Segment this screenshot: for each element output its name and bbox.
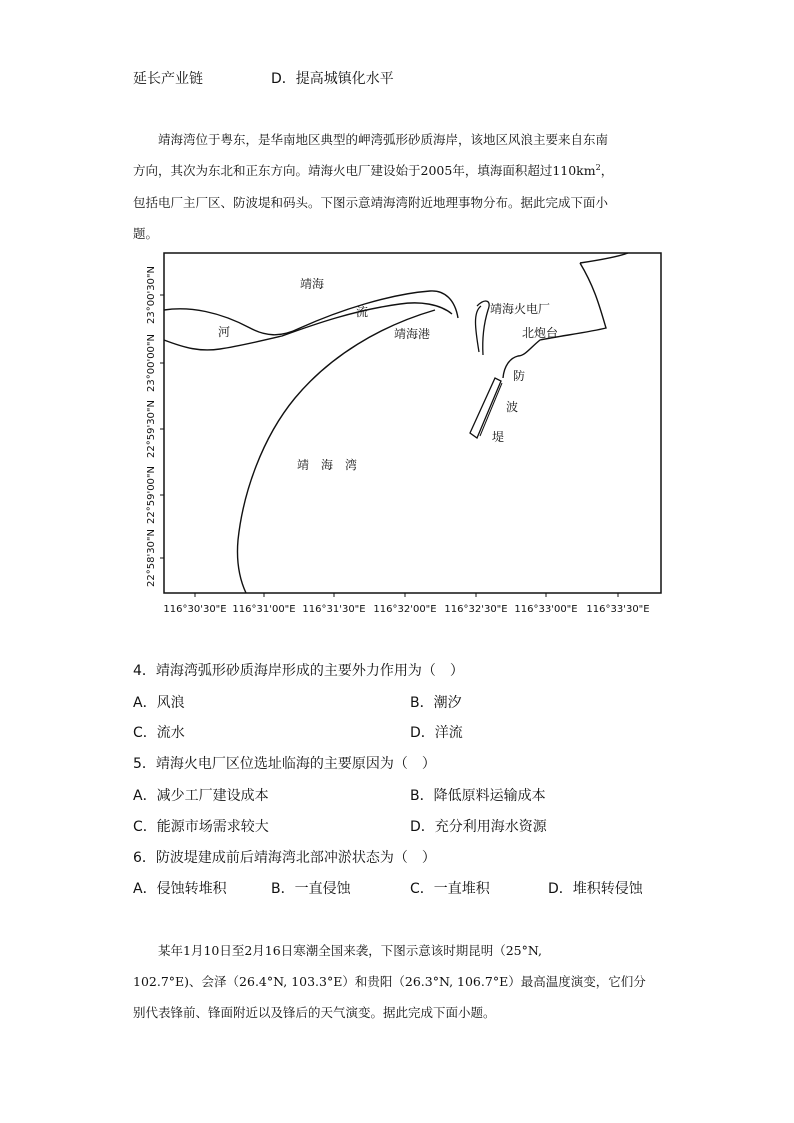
- q6-option-b[interactable]: B．一直侵蚀: [271, 881, 351, 897]
- q4-option-b[interactable]: B．潮汐: [410, 695, 462, 711]
- passage1-line-4: 题。: [133, 226, 159, 241]
- q4-option-c[interactable]: C．流水: [133, 725, 185, 741]
- lon-tick: 116°32'30"E: [444, 604, 508, 615]
- q6-option-c[interactable]: C．一直堆积: [410, 881, 490, 897]
- passage1-line-2: 方向，其次为东北和正东方向。靖海火电厂建设始于2005年，填海面积超过$110km^2$，: [133, 162, 614, 178]
- lat-tick: 22°59'30"N: [146, 399, 157, 459]
- q4-option-d[interactable]: D．洋流: [410, 725, 463, 741]
- lat-axis: [146, 266, 164, 587]
- bay-coastline: [237, 310, 435, 593]
- q5-option-c[interactable]: C．能源市场需求较大: [133, 819, 269, 835]
- label-bay: 靖 海 湾: [297, 458, 358, 472]
- lon-tick: 116°33'00"E: [514, 604, 578, 615]
- superscript: 2: [595, 162, 601, 172]
- lon-tick: 116°31'00"E: [232, 604, 296, 615]
- q6-option-d[interactable]: D．堆积转侵蚀: [548, 881, 643, 897]
- lat-tick: 22°58'30"N: [146, 528, 157, 588]
- label-bo: 波: [506, 400, 519, 414]
- question-4-stem: 4．靖海湾弧形砂质海岸形成的主要外力作用为（ ）: [133, 663, 464, 679]
- question-5-stem: 5．靖海火电厂区位选址临海的主要原因为（ ）: [133, 756, 436, 772]
- passage2-line-2: 102.7°E)、会泽（26.4°N, 103.3°E）和贵阳（26.3°N, 106.7°E）最高温度演变，它们分: [133, 974, 646, 989]
- q5-option-b[interactable]: B．降低原料运输成本: [410, 788, 546, 804]
- lon-tick: 116°32'00"E: [373, 604, 437, 615]
- q4-option-a[interactable]: A．风浪: [133, 695, 185, 711]
- lon-axis: [163, 593, 649, 615]
- label-battery: 北炮台: [522, 326, 559, 340]
- passage2-line-3: 别代表锋前、锋面附近以及锋后的天气演变。据此完成下面小题。: [133, 1005, 496, 1020]
- lon-tick: 116°31'30"E: [302, 604, 366, 615]
- label-jinghai: 靖海: [300, 277, 325, 291]
- lat-tick: 23°00'00"N: [146, 333, 157, 393]
- label-he: 河: [218, 325, 231, 339]
- q6-option-a[interactable]: A．侵蚀转堆积: [133, 881, 227, 897]
- passage2-line-1: 某年1月10日至2月16日寒潮全国来袭，下图示意该时期昆明（25°N,: [158, 943, 542, 958]
- prev-option-c: 延长产业链: [133, 71, 203, 87]
- lon-tick: 116°30'30"E: [163, 604, 227, 615]
- prev-option-d: D．提高城镇化水平: [271, 71, 394, 87]
- q5-option-a[interactable]: A．减少工厂建设成本: [133, 788, 269, 804]
- passage1-line-1: 靖海湾位于粤东，是华南地区典型的岬湾弧形砂质海岸，该地区风浪主要来自东南: [158, 132, 609, 147]
- east-coastline: [503, 263, 606, 378]
- passage1-line-3: 包括电厂主厂区、防波堤和码头。下图示意靖海湾附近地理事物分布。据此完成下面小: [133, 195, 609, 210]
- breakwater: [470, 378, 501, 438]
- map-frame: [164, 253, 661, 593]
- label-plant: 靖海火电厂: [490, 302, 551, 316]
- jinghai-bay-map: [140, 248, 670, 620]
- label-fang: 防: [513, 369, 526, 383]
- label-port: 靖海港: [394, 327, 431, 341]
- question-6-stem: 6．防波堤建成前后靖海湾北部冲淤状态为（ ）: [133, 850, 436, 866]
- q5-option-d[interactable]: D．充分利用海水资源: [410, 819, 547, 835]
- label-di: 堤: [492, 430, 505, 444]
- lon-tick: 116°33'30"E: [586, 604, 650, 615]
- lat-tick: 23°00'30"N: [146, 265, 157, 325]
- label-liu: 流: [356, 305, 369, 319]
- lat-tick: 22°59'00"N: [146, 465, 157, 525]
